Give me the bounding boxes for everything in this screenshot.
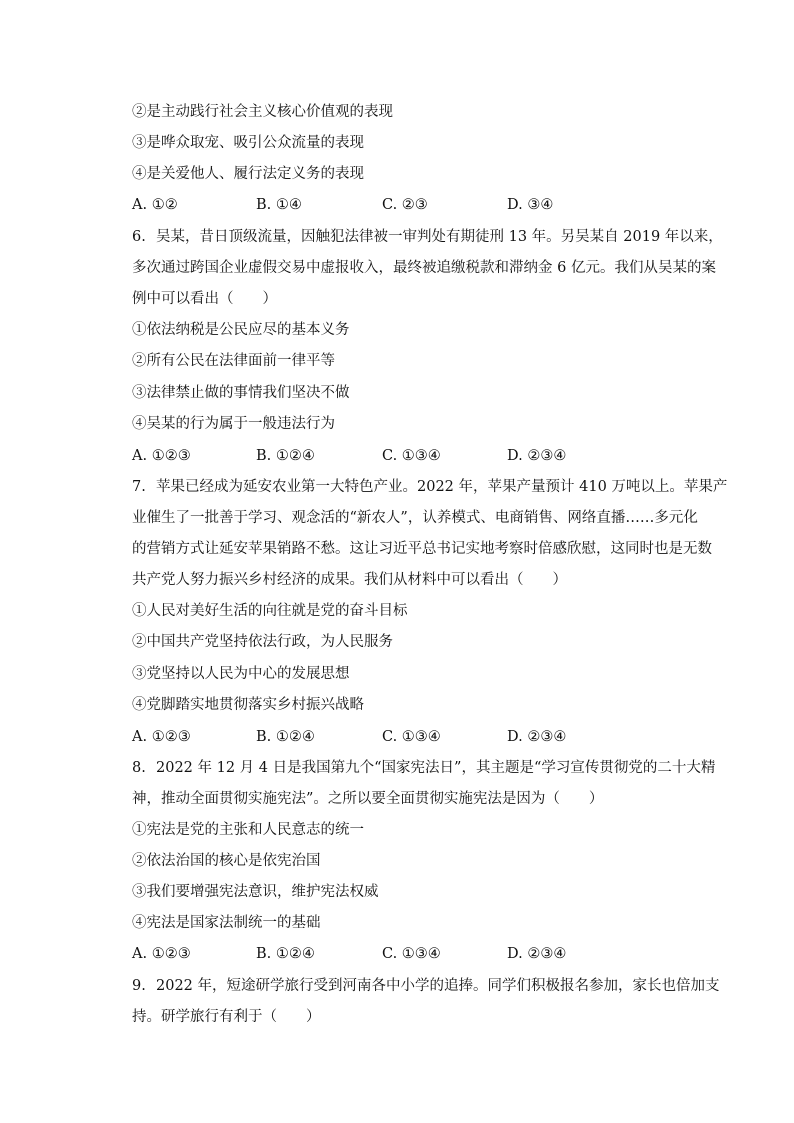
q7-stem-line-1: 7. 苹果已经成为延安农业第一大特色产业。2022 年，苹果产量预计 410 万吨以上。苹果产 <box>132 479 728 495</box>
q7-item-3: ③党坚持以人民为中心的发展思想 <box>132 666 350 682</box>
q8-item-1: ①宪法是党的主张和人民意志的统一 <box>132 822 364 838</box>
prev-item-2: ②是主动践行社会主义核心价值观的表现 <box>132 104 393 120</box>
q9-number: 9. <box>132 978 146 994</box>
q6-item-4: ④吴某的行为属于一般违法行为 <box>132 416 335 432</box>
option-b: B. ①②④ <box>256 448 315 464</box>
option-c: C. ①③④ <box>382 946 441 962</box>
q9-stem-line-2: 持。研学旅行有利于（ ） <box>132 1009 321 1025</box>
q6-item-3: ③法律禁止做的事情我们坚决不做 <box>132 385 350 401</box>
q7-number: 7. <box>132 479 146 495</box>
q8-stem-line-1: 8. 2022 年 12 月 4 日是我国第九个“国家宪法日”，其主题是“学习宣传贯彻党的二十大精 <box>132 760 716 776</box>
q6-stem-line-2: 多次通过跨国企业虚假交易中虚报收入，最终被追缴税款和滞纳金 6 亿元。我们从吴某的案 <box>132 260 716 276</box>
q6-item-2: ②所有公民在法律面前一律平等 <box>132 353 335 369</box>
q7-item-4: ④党脚踏实地贯彻落实乡村振兴战略 <box>132 697 364 713</box>
option-d: D. ②③④ <box>507 946 567 962</box>
q8-number: 8. <box>132 760 146 776</box>
option-d: D. ②③④ <box>507 448 567 464</box>
q6-stem-line-3: 例中可以看出（ ） <box>132 291 277 307</box>
option-a: A. ①②③ <box>132 729 191 745</box>
option-b: B. ①②④ <box>256 729 315 745</box>
q7-item-1: ①人民对美好生活的向往就是党的奋斗目标 <box>132 603 408 619</box>
q6-options <box>132 446 692 466</box>
q9-stem-line-1: 9. 2022 年，短途研学旅行受到河南各中小学的追捧。同学们积极报名参加，家长也倍加支 <box>132 978 720 994</box>
option-b: B. ①④ <box>256 197 302 213</box>
q6-stem-line-1: 6. 吴某，昔日顶级流量，因触犯法律被一审判处有期徒刑 13 年。另吴某自 2019 年以来， <box>132 229 723 245</box>
q8-item-4: ④宪法是国家法制统一的基础 <box>132 915 321 931</box>
option-d: D. ③④ <box>507 197 554 213</box>
prev-item-4: ④是关爱他人、履行法定义务的表现 <box>132 166 364 182</box>
q7-options <box>132 727 692 747</box>
prev-item-3: ③是哗众取宠、吸引公众流量的表现 <box>132 135 364 151</box>
q7-stem-line-2: 业催生了一批善于学习、观念活的“新农人”，认养模式、电商销售、网络直播……多元化 <box>132 510 698 526</box>
option-c: C. ②③ <box>382 197 428 213</box>
option-a: A. ①② <box>132 197 178 213</box>
q8-stem-line-2: 神，推动全面贯彻实施宪法”。之所以要全面贯彻实施宪法是因为（ ） <box>132 791 604 807</box>
option-c: C. ①③④ <box>382 729 441 745</box>
option-c: C. ①③④ <box>382 448 441 464</box>
q6-number: 6. <box>132 229 146 245</box>
q7-item-2: ②中国共产党坚持依法行政，为人民服务 <box>132 634 393 650</box>
option-b: B. ①②④ <box>256 946 315 962</box>
q8-item-2: ②依法治国的核心是依宪治国 <box>132 853 321 869</box>
option-d: D. ②③④ <box>507 729 567 745</box>
q6-item-1: ①依法纳税是公民应尽的基本义务 <box>132 322 350 338</box>
prev-options <box>132 195 692 215</box>
q7-stem-line-4: 共产党人努力振兴乡村经济的成果。我们从材料中可以看出（ ） <box>132 572 567 588</box>
option-a: A. ①②③ <box>132 448 191 464</box>
q8-item-3: ③我们要增强宪法意识，维护宪法权威 <box>132 884 379 900</box>
q7-stem-line-3: 的营销方式让延安苹果销路不愁。这让习近平总书记实地考察时倍感欣慰，这同时也是无数 <box>132 541 712 557</box>
option-a: A. ①②③ <box>132 946 191 962</box>
q8-options <box>132 944 692 964</box>
